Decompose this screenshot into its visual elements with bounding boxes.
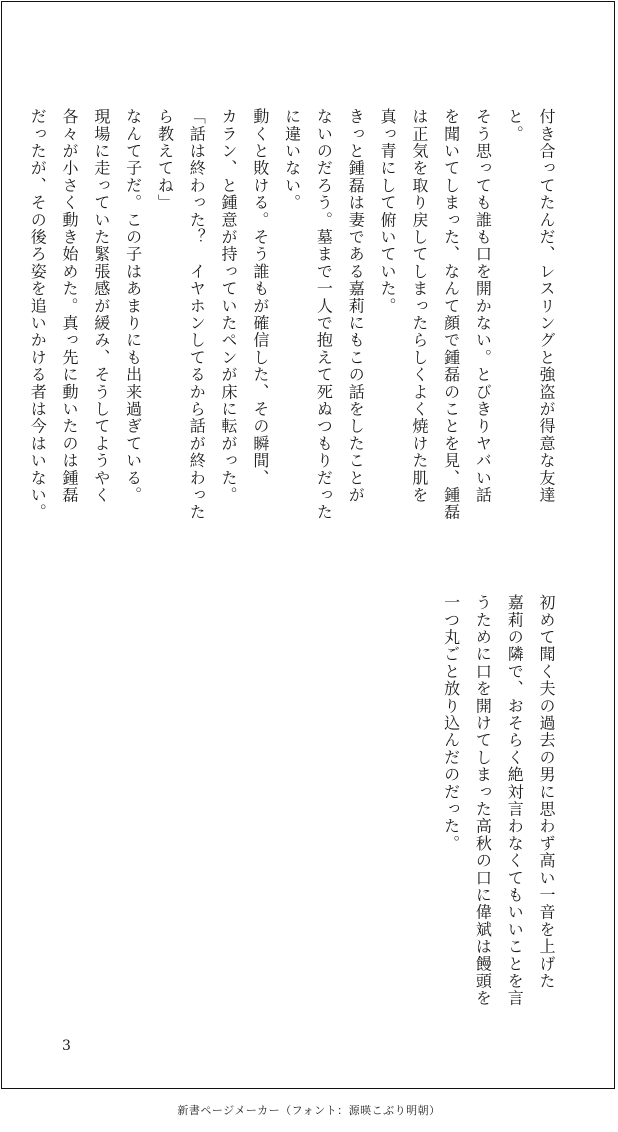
- text-line: 現場に走っていた緊張感が緩み、そうしてようやく: [91, 108, 111, 504]
- text-line: 動くと敗ける。そう誰もが確信した、その瞬間、: [250, 108, 270, 487]
- text-line: 付き合ってたんだ、レスリングと強盗が得意な友達: [537, 108, 556, 504]
- upper-text-block: [21, 108, 562, 568]
- text-line: なんて子だ。この子はあまりにも出来過ぎている。: [123, 108, 143, 504]
- text-line: きっと鍾磊は妻である嘉莉にもこの話をしたことが: [346, 108, 366, 504]
- text-line: に違いない。: [282, 108, 302, 212]
- footer-caption: 新書ページメーカー（フォント：源暎こぶり明朝）: [177, 1104, 441, 1117]
- text-line: ないのだろう。墓まで一人で抱えて死ぬつもりだった: [314, 108, 334, 521]
- text-line: カラン、と鍾意が持っていたペンが床に転がった。: [219, 108, 239, 504]
- text-line: は正気を取り戻してしまったらしくよく焼けた肌を: [409, 108, 429, 504]
- text-line: 嘉莉の隣で、おそらく絶対言わなくてもいいことを言: [505, 594, 525, 1007]
- lower-text-block: [435, 594, 562, 1024]
- page-number: 3: [62, 1038, 71, 1054]
- text-line: と。: [505, 108, 525, 143]
- text-line: 初めて聞く夫の過去の男に思わず高い一音を上げた: [537, 594, 556, 990]
- text-line: だったが、その後ろ姿を追いかける者は今はいない。: [28, 108, 48, 521]
- page-frame: [1, 1, 615, 1089]
- text-line: うために口を開けてしまった高秋の口に偉斌は饅頭を: [473, 594, 493, 1007]
- text-line: 各々が小さく動き始めた。真っ先に動いたのは鍾磊: [60, 108, 80, 504]
- text-line: 一つ丸ごと放り込んだのだった。: [441, 594, 461, 852]
- text-line: そう思っても誰も口を開かない。とびきりヤバい話: [473, 108, 493, 504]
- text-line: を聞いてしまった、なんて顔で鍾磊のことを見、鍾磊: [441, 108, 461, 521]
- text-line: ら教えてね」: [155, 108, 175, 212]
- text-line: 「話は終わった？ イヤホンしてるから話が終わった: [187, 108, 207, 521]
- text-line: 真っ青にして俯いていた。: [378, 108, 398, 315]
